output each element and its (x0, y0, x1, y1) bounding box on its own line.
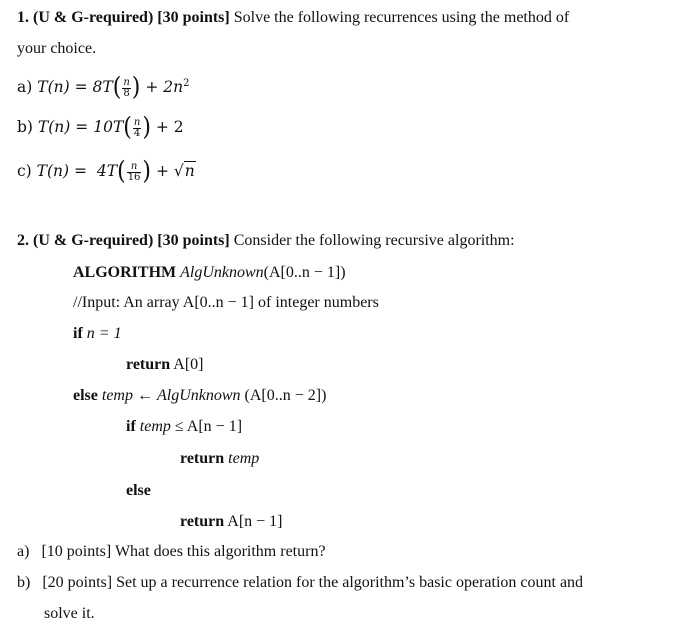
q2a-text: What does this algorithm return? (114, 543, 326, 560)
algo-input-comment: //Input: An array A[0..n − 1] of integer numbers (73, 294, 379, 311)
algo-arrow: ← (136, 387, 153, 404)
algo-return1-value: A[0] (173, 356, 204, 373)
algo-else (73, 386, 326, 406)
q2b-points: [20 points] (42, 574, 113, 591)
q1a-exp: 2 (183, 77, 190, 89)
algo-keyword: ALGORITHM (73, 264, 177, 281)
q1a-lhs: T(n) (37, 78, 70, 96)
algo-call-name: AlgUnknown (156, 387, 241, 404)
q2b-text: Set up a recurrence relation for the algorithm’s basic operation count and (116, 574, 584, 591)
q1a-plus: + (145, 78, 159, 96)
algo-return3-value: A[n − 1] (227, 513, 283, 530)
algo-if-keyword: if (73, 325, 83, 342)
q1a-eq: = (74, 78, 88, 96)
algo-if2 (126, 417, 242, 437)
algo-return1 (126, 355, 203, 375)
q1-part-c: c) T(n) = 4T( $\frac{n}{16}$ ) + √n (17, 157, 195, 186)
algo-if-cond: n = 1 (86, 325, 122, 342)
q2a-points: [10 points] (41, 543, 112, 560)
q1c-lhs: T(n) (36, 162, 70, 180)
algo-return2-keyword: return (180, 450, 225, 467)
q1b-fraction: $\frac{n}{4}$ (133, 116, 141, 139)
algo-if2-keyword: if (126, 418, 136, 435)
algo-return2-value: temp (228, 450, 260, 467)
algo-else2-keyword: else (126, 482, 151, 499)
q2b-label: b) (17, 574, 31, 591)
algo-return3-keyword: return (180, 513, 225, 530)
q1a-coef: 8T (92, 78, 113, 96)
q1b-eq: = (75, 118, 89, 136)
q1b-label: b) (17, 118, 33, 136)
algo-if2-cond: ≤ A[n − 1] (174, 418, 243, 435)
q2a-label: a) (17, 543, 30, 560)
algo-return-keyword: return (126, 356, 171, 373)
q1b-plus: + (155, 118, 169, 136)
q2-text: Consider the following recursive algorithm: (233, 232, 515, 249)
q1c-coef: 4T (96, 162, 118, 180)
q1c-label: c) (17, 162, 32, 180)
q1-heading (17, 8, 569, 28)
algo-else-keyword: else (73, 387, 98, 404)
algo-call-args: (A[0..n − 2]) (244, 387, 327, 404)
algo-temp: temp (101, 387, 133, 404)
algo-if (73, 324, 122, 344)
algo-header (73, 263, 346, 283)
q1c-plus: + (155, 162, 169, 180)
q1a-tail: 2n (163, 78, 184, 96)
q2-points: [30 points] (157, 232, 230, 249)
q2-heading (17, 231, 515, 251)
q1c-eq: = (74, 162, 88, 180)
q2-number: 2. (17, 232, 29, 249)
q1-points: [30 points] (157, 9, 230, 26)
q1a-label: a) (17, 78, 33, 96)
q1-part-b: b) T(n) = 10T( $\frac{n}{4}$ ) + 2 (17, 113, 184, 142)
algo-name: AlgUnknown (180, 264, 264, 281)
q2-tag: (U & G-required) (33, 232, 154, 249)
algo-else2 (126, 481, 151, 501)
algo-return2 (180, 449, 259, 469)
q1b-coef: 10T (93, 118, 124, 136)
q1-part-a: a) T(n) = 8T( $\frac{n}{8}$ ) + $2n^2$ (17, 73, 190, 102)
q1a-fraction: $\frac{n}{8}$ (123, 76, 130, 99)
q1b-lhs: T(n) (37, 118, 71, 136)
q1b-tail: 2 (173, 118, 184, 136)
q2-part-b (17, 573, 583, 593)
q1c-fraction: $\frac{n}{16}$ (127, 160, 141, 183)
algo-signature: (A[0..n − 1]) (263, 264, 346, 281)
q1-text: Solve the following recurrences using the method of (233, 9, 570, 26)
q1c-sqrt: √n (173, 162, 195, 180)
algo-if2-var: temp (139, 418, 171, 435)
q2-part-a (17, 542, 326, 562)
q1-tag: (U & G-required) (33, 9, 154, 26)
q1-text-cont: your choice. (17, 40, 97, 57)
q2-part-b-cont: solve it. (44, 605, 95, 622)
algo-return3 (180, 512, 283, 532)
q1-number: 1. (17, 9, 29, 26)
